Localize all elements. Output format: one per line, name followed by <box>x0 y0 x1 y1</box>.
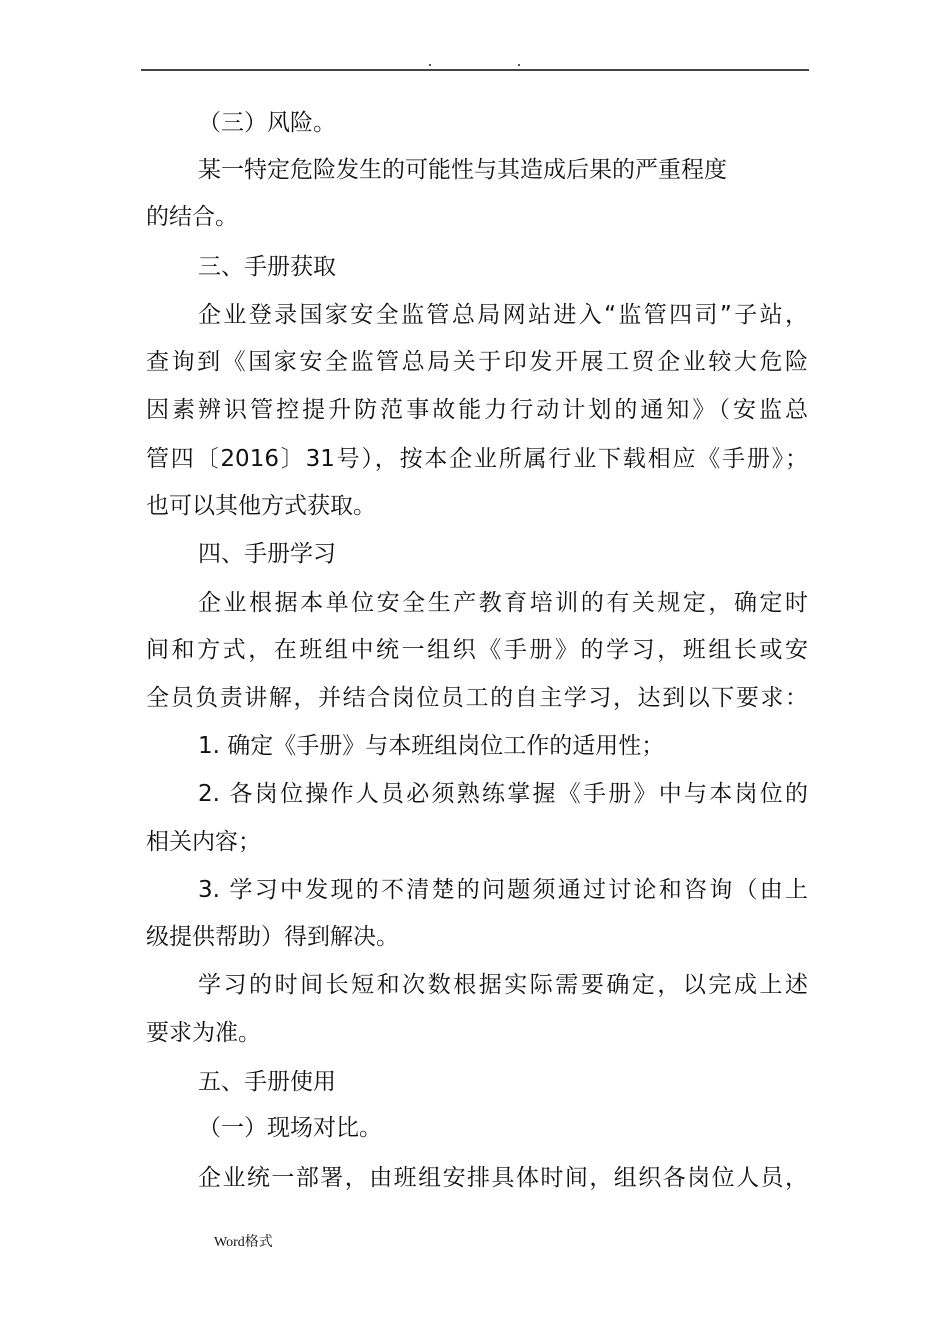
text-line: 某一特定危险发生的可能性与其造成后果的严重程度 <box>198 157 727 183</box>
text-line: 企业统一部署，由班组安排具体时间，组织各岗位人员， <box>198 1165 808 1191</box>
header-rule <box>141 69 809 71</box>
text-line: 查询到《国家安全监管总局关于印发开展工贸企业较大危险 <box>146 349 808 375</box>
text-line: 因素辨识管控提升防范事故能力行动计划的通知》（安监总 <box>146 397 808 423</box>
text-line: 3. 学习中发现的不清楚的问题须通过讨论和咨询（由上 <box>198 877 808 903</box>
text-line: 要求为准。 <box>146 1020 261 1046</box>
text-line: 企业根据本单位安全生产教育培训的有关规定，确定时 <box>198 590 808 616</box>
text-line: 全员负责讲解，并结合岗位员工的自主学习，达到以下要求： <box>146 685 808 711</box>
text-line: 也可以其他方式获取。 <box>146 493 376 519</box>
footer-label: Word格式 <box>214 1235 273 1250</box>
text-line: （一）现场对比。 <box>198 1115 382 1141</box>
text-line: 管四〔2016〕31号），按本企业所属行业下载相应《手册》； <box>146 446 808 472</box>
text-line: 相关内容； <box>146 829 261 855</box>
text-line: 2. 各岗位操作人员必须熟练掌握《手册》中与本岗位的 <box>198 781 808 807</box>
text-line: 企业登录国家安全监管总局网站进入“监管四司”子站， <box>198 302 808 328</box>
text-line: 间和方式，在班组中统一组织《手册》的学习，班组长或安 <box>146 637 808 663</box>
text-line: 级提供帮助）得到解决。 <box>146 924 399 950</box>
text-line: 五、手册使用 <box>198 1069 336 1095</box>
text-line: （三）风险。 <box>198 110 336 136</box>
header-dot <box>518 64 520 66</box>
text-line: 三、手册获取 <box>198 254 336 280</box>
text-line: 学习的时间长短和次数根据实际需要确定，以完成上述 <box>198 972 808 998</box>
text-line: 1. 确定《手册》与本班组岗位工作的适用性； <box>198 733 665 759</box>
text-line: 四、手册学习 <box>198 541 336 567</box>
header-dot <box>429 64 431 66</box>
text-line: 的结合。 <box>146 204 238 230</box>
